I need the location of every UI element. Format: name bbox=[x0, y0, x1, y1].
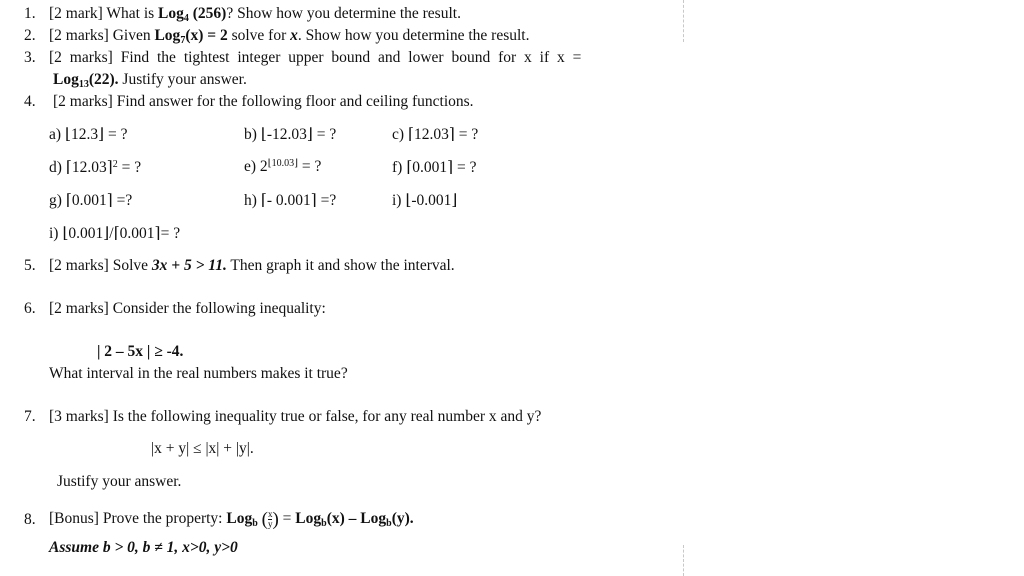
q7-text: [3 marks] Is the following inequality true or false, for any real number x and y? bbox=[49, 408, 542, 425]
q7-justify: Justify your answer. bbox=[57, 473, 182, 490]
page-guide-top bbox=[683, 0, 684, 42]
q4-item-e: e) $2^{⌊10.03⌋}$ = ? bbox=[244, 158, 322, 175]
q3-line2: Log$_{13}$(22). Justify your answer. bbox=[53, 71, 247, 90]
q4-item-b: b) ⌊-12.03⌋ = ? bbox=[244, 126, 337, 143]
q6-text: [2 marks] Consider the following inequality: bbox=[49, 300, 326, 317]
q3-line1: [2 marks] Find the tightest integer upper bound and lower bound for x if x = bbox=[49, 49, 582, 66]
q8-number: 8. bbox=[24, 511, 36, 528]
q2-text: [2 marks] Given Log$_7$(x) = 2 solve for x. Show how you determine the result. bbox=[49, 27, 530, 46]
q7-number: 7. bbox=[24, 408, 36, 425]
q1-text: [2 mark] What is Log$_4$ (256)? Show how you determine the result. bbox=[49, 5, 461, 24]
q6-question: What interval in the real numbers makes it true? bbox=[49, 365, 348, 382]
q8-assume: Assume b > 0, b ≠ 1, x>0, y>0 bbox=[49, 539, 238, 556]
q4-item-d: d) ⌈12.03⌉$^2$ = ? bbox=[49, 159, 142, 176]
q7-expression: |x + y| ≤ |x| + |y|. bbox=[151, 440, 254, 457]
q4-item-a: a) ⌊12.3⌋ = ? bbox=[49, 126, 128, 143]
q5-text: [2 marks] Solve 3x + 5 > 11. Then graph it and show the interval. bbox=[49, 257, 455, 274]
q1-number: 1. bbox=[24, 5, 36, 22]
q6-expression: | 2 – 5x | ≥ -4. bbox=[97, 343, 184, 360]
q4-number: 4. bbox=[24, 93, 36, 110]
q5-number: 5. bbox=[24, 257, 36, 274]
q4-item-i2: i) ⌊0.001⌋/⌈0.001⌉= ? bbox=[49, 225, 181, 242]
q4-item-c: c) ⌈12.03⌉ = ? bbox=[392, 126, 479, 143]
q4-item-i1: i) ⌊-0.001⌋ bbox=[392, 192, 458, 209]
q4-item-h: h) ⌈- 0.001⌉ =? bbox=[244, 192, 337, 209]
q6-number: 6. bbox=[24, 300, 36, 317]
q4-text: [2 marks] Find answer for the following floor and ceiling functions. bbox=[53, 93, 474, 110]
q4-item-f: f) ⌈0.001⌉ = ? bbox=[392, 159, 477, 176]
q3-number: 3. bbox=[24, 49, 36, 66]
q4-item-g: g) ⌈0.001⌉ =? bbox=[49, 192, 133, 209]
q2-number: 2. bbox=[24, 27, 36, 44]
page-guide-bottom bbox=[683, 545, 684, 576]
q8-text: [Bonus] Prove the property: Log$_b$ $(\frac{x}{y}) = Log_b(x) - Log_b(y)$. bbox=[49, 508, 414, 530]
q8-fraction: $\frac{x}{y}$ bbox=[267, 508, 273, 529]
